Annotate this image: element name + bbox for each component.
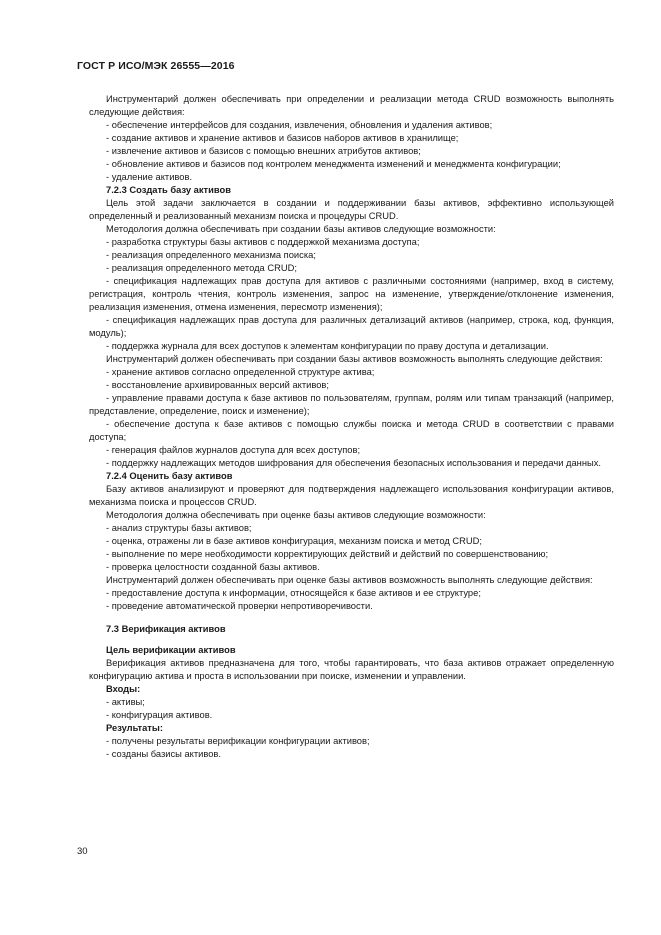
spacer [89,613,614,623]
paragraph: Методология должна обеспечивать при создании базы активов следующие возможности: [106,224,496,234]
paragraph: Инструментарий должен обеспечивать при оценке базы активов возможность выполнять следующие действия: [106,575,593,585]
list-item: - реализация определенного метода CRUD; [106,263,297,273]
list-item: - спецификация надлежащих прав доступа для различных детализаций активов (например, строка, код, функция, модуль); [89,315,614,338]
spacer [89,636,614,644]
subheading-inputs: Входы: [106,684,141,694]
list-item: - обеспечение интерфейсов для создания, извлечения, обновления и удаления активов; [106,120,493,130]
list-item: - спецификация надлежащих прав доступа для активов с различными состояниями (например, вход в систему, регистрация, контроль чтения, контроль изменения, запрос на изменение, утверждение/отклонение изменения, реализация изменения, отмена изменения, пересмотр изменения); [89,276,614,312]
page-number: 30 [77,846,88,857]
list-item: - извлечение активов и базисов с помощью внешних атрибутов активов; [106,146,421,156]
paragraph: Инструментарий должен обеспечивать при определении и реализации метода CRUD возможность выполнять следующие действия: [89,94,614,117]
list-item: - созданы базисы активов. [106,749,221,759]
list-item: - генерация файлов журналов доступа для всех доступов; [106,445,361,455]
document-header: ГОСТ Р ИСО/МЭК 26555—2016 [77,60,235,72]
list-item: - реализация определенного механизма поиска; [106,250,316,260]
paragraph: Методология должна обеспечивать при оценке базы активов следующие возможности: [106,510,486,520]
subheading-results: Результаты: [106,723,163,733]
subheading-goal: Цель верификации активов [106,645,236,655]
list-item: - предоставление доступа к информации, относящейся к базе активов и ее структуре; [106,588,481,598]
list-item: - активы; [106,697,145,707]
list-item: - конфигурация активов. [106,710,213,720]
list-item: - оценка, отражены ли в базе активов конфигурация, механизм поиска и метод CRUD; [106,536,482,546]
section-heading-7-2-3: 7.2.3 Создать базу активов [106,185,231,195]
list-item: - анализ структуры базы активов; [106,523,252,533]
list-item: - обновление активов и базисов под контролем менеджмента изменений и менеджмента конфигурации; [106,159,561,169]
list-item: - проведение автоматической проверки непротиворечивости. [106,601,373,611]
list-item: - разработка структуры базы активов с поддержкой механизма доступа; [106,237,420,247]
list-item: - получены результаты верификации конфигурации активов; [106,736,370,746]
list-item: - поддержку надлежащих методов шифрования для обеспечения безопасных использования и передачи данных. [106,458,601,468]
list-item: - удаление активов. [106,172,193,182]
section-heading-7-2-4: 7.2.4 Оценить базу активов [106,471,233,481]
list-item: - создание активов и хранение активов и базисов наборов активов в хранилище; [106,133,459,143]
list-item: - восстановление архивированных версий активов; [106,380,329,390]
paragraph: Инструментарий должен обеспечивать при создании базы активов возможность выполнять следующие действия: [106,354,603,364]
paragraph: Верификация активов предназначена для того, чтобы гарантировать, что база активов отражает определенную конфигурацию актива и проста в использовании при поиске, изменении и управлении. [89,658,614,681]
list-item: - поддержка журнала для всех доступов к элементам конфигурации по праву доступа и детализации. [106,341,549,351]
list-item: - хранение активов согласно определенной структуре актива; [106,367,375,377]
page-content [89,93,614,761]
list-item: - выполнение по мере необходимости корректирующих действий и действий по совершенствованию; [106,549,549,559]
list-item: - обеспечение доступа к базе активов с помощью службы поиска и метода CRUD в соответствии с правами доступа; [89,419,614,442]
paragraph: Цель этой задачи заключается в создании и поддерживании базы активов, эффективно использующей определенный и реализованный механизм поиска и процедуры CRUD. [89,198,614,221]
paragraph: Базу активов анализируют и проверяют для подтверждения надлежащего использования конфигурации активов, механизма поиска и процессов CRUD. [89,484,614,507]
list-item: - управление правами доступа к базе активов по пользователям, группам, ролям или типам транзакций (например, представление, определение, поиск и изменение); [89,393,614,416]
section-heading-7-3: 7.3 Верификация активов [106,624,226,634]
list-item: - проверка целостности созданной базы активов. [106,562,320,572]
